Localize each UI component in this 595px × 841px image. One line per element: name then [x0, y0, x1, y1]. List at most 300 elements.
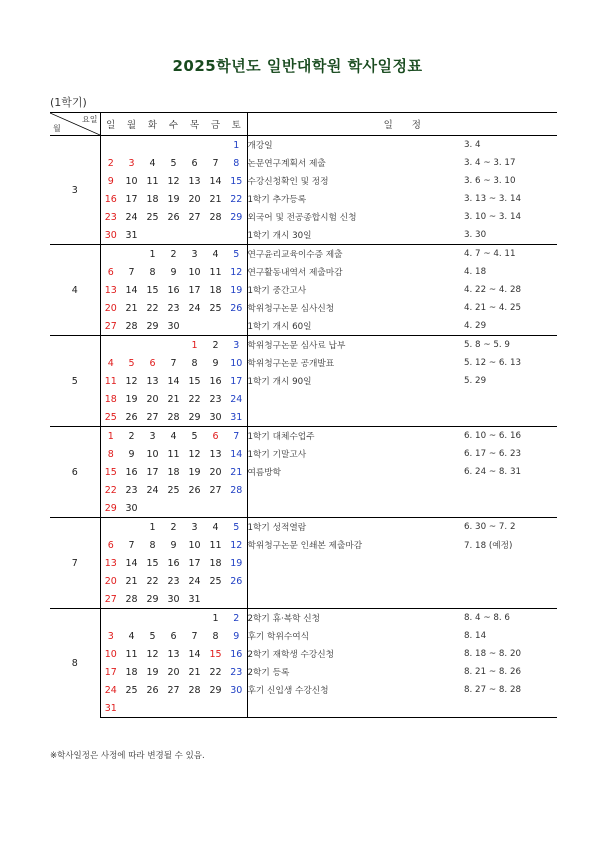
- day-cell: 9: [170, 266, 177, 278]
- event-date: 8. 21 ~ 8. 26: [464, 667, 522, 677]
- event-name: [247, 699, 464, 718]
- day-cell: 30: [226, 681, 247, 699]
- event-name: [247, 499, 464, 518]
- day-cell: [142, 336, 163, 355]
- academic-calendar-table: [50, 112, 557, 718]
- day-cell: 30: [205, 408, 226, 427]
- day-cell: 19: [226, 554, 247, 572]
- day-cell: 14: [125, 284, 138, 296]
- day-cell: 5: [128, 357, 135, 369]
- day-cell: 11: [209, 266, 222, 278]
- header-day-tue: 화: [142, 113, 163, 136]
- event-name: [247, 590, 464, 609]
- day-cell: [163, 699, 184, 718]
- event-name: [247, 408, 464, 427]
- day-cell: 5: [226, 518, 247, 537]
- day-cell: 1: [184, 336, 205, 355]
- day-cell: 27: [188, 211, 201, 223]
- day-cell: [205, 499, 226, 518]
- calendar-row: [50, 317, 557, 336]
- day-cell: 17: [146, 466, 159, 478]
- day-cell: 13: [146, 375, 159, 387]
- day-cell: 29: [142, 590, 163, 609]
- day-cell: 8: [212, 630, 219, 642]
- event-name: 2학기 재학생 수강신청: [247, 650, 335, 660]
- event-date: 3. 6 ~ 3. 10: [464, 176, 516, 186]
- day-cell: 19: [167, 193, 180, 205]
- header-day-thu: 목: [184, 113, 205, 136]
- month-cell: 5: [50, 336, 100, 427]
- day-cell: [163, 226, 184, 245]
- day-cell: [121, 699, 142, 718]
- calendar-row: [50, 372, 557, 390]
- day-cell: 8: [149, 266, 156, 278]
- day-cell: 17: [188, 284, 201, 296]
- day-cell: 12: [226, 536, 247, 554]
- calendar-row: [50, 208, 557, 226]
- event-name: 후기 신입생 수강신청: [247, 686, 329, 696]
- calendar-row: [50, 699, 557, 718]
- calendar-row: [50, 427, 557, 446]
- event-date: 7. 18 (예정): [464, 541, 513, 551]
- calendar-row: [50, 299, 557, 317]
- calendar-row: [50, 645, 557, 663]
- event-name: 후기 학위수여식: [247, 632, 310, 642]
- calendar-row: [50, 390, 557, 408]
- day-cell: 10: [188, 266, 201, 278]
- calendar-row: [50, 681, 557, 699]
- day-cell: [184, 136, 205, 155]
- day-cell: 23: [209, 393, 222, 405]
- day-cell: 23: [125, 484, 138, 496]
- day-cell: 30: [100, 226, 121, 245]
- day-cell: [121, 609, 142, 628]
- day-cell: [184, 317, 205, 336]
- day-cell: 22: [226, 190, 247, 208]
- day-cell: 20: [104, 575, 117, 587]
- day-cell: 3: [184, 245, 205, 264]
- day-cell: 24: [226, 390, 247, 408]
- day-cell: 6: [107, 266, 114, 278]
- day-cell: [121, 136, 142, 155]
- event-name: 학위청구논문 심사신청: [247, 304, 335, 314]
- day-cell: 28: [121, 590, 142, 609]
- day-cell: 16: [167, 284, 180, 296]
- day-cell: 22: [104, 484, 117, 496]
- day-cell: [142, 699, 163, 718]
- day-cell: 19: [146, 666, 159, 678]
- day-cell: 28: [163, 408, 184, 427]
- day-cell: 1: [100, 427, 121, 446]
- calendar-row: [50, 627, 557, 645]
- day-cell: 25: [167, 484, 180, 496]
- event-date: [464, 499, 557, 518]
- day-cell: [100, 136, 121, 155]
- calendar-row: [50, 354, 557, 372]
- day-cell: 9: [128, 448, 135, 460]
- header-yoil-label: 요일: [82, 115, 98, 124]
- calendar-row: [50, 499, 557, 518]
- day-cell: 27: [100, 590, 121, 609]
- day-cell: 8: [226, 154, 247, 172]
- day-cell: 16: [125, 466, 138, 478]
- day-cell: 7: [191, 630, 198, 642]
- day-cell: 28: [121, 317, 142, 336]
- day-cell: 1: [142, 518, 163, 537]
- day-cell: 23: [167, 302, 180, 314]
- event-date: 3. 4: [464, 136, 557, 155]
- day-cell: 18: [104, 393, 117, 405]
- day-cell: 30: [163, 590, 184, 609]
- day-cell: 27: [209, 484, 222, 496]
- day-cell: 29: [142, 317, 163, 336]
- day-cell: [205, 590, 226, 609]
- day-cell: 27: [142, 408, 163, 427]
- event-date: 4. 21 ~ 4. 25: [464, 303, 522, 313]
- event-date: [464, 699, 557, 718]
- day-cell: 24: [104, 684, 117, 696]
- event-date: 5. 29: [464, 376, 487, 386]
- day-cell: 4: [107, 357, 114, 369]
- event-name: 1학기 대체수업주: [247, 427, 464, 446]
- day-cell: [100, 245, 121, 264]
- day-cell: 23: [226, 663, 247, 681]
- event-name: 1학기 중간고사: [247, 286, 307, 296]
- day-cell: 3: [226, 336, 247, 355]
- event-name: 여름방학: [247, 468, 282, 478]
- event-date: 6. 10 ~ 6. 16: [464, 427, 557, 446]
- calendar-row: [50, 263, 557, 281]
- day-cell: 17: [104, 666, 117, 678]
- day-cell: 13: [104, 557, 117, 569]
- day-cell: 4: [205, 518, 226, 537]
- day-cell: [163, 336, 184, 355]
- day-cell: [163, 609, 184, 628]
- day-cell: [163, 499, 184, 518]
- day-cell: 15: [188, 375, 201, 387]
- day-cell: 13: [188, 175, 201, 187]
- day-cell: 8: [191, 357, 198, 369]
- day-cell: 12: [146, 648, 159, 660]
- day-cell: [142, 226, 163, 245]
- event-date: [464, 590, 557, 609]
- day-cell: 25: [125, 684, 138, 696]
- day-cell: 25: [209, 575, 222, 587]
- day-cell: 4: [149, 157, 156, 169]
- day-cell: 7: [212, 157, 219, 169]
- day-cell: 29: [184, 408, 205, 427]
- event-date: 8. 4 ~ 8. 6: [464, 609, 557, 628]
- calendar-row: [50, 590, 557, 609]
- day-cell: 13: [209, 448, 222, 460]
- day-cell: 18: [146, 193, 159, 205]
- day-cell: 12: [188, 448, 201, 460]
- calendar-row: [50, 154, 557, 172]
- day-cell: 25: [209, 302, 222, 314]
- event-date: 3. 10 ~ 3. 14: [464, 212, 522, 222]
- day-cell: 20: [188, 193, 201, 205]
- day-cell: 26: [188, 484, 201, 496]
- day-cell: 26: [146, 684, 159, 696]
- calendar-row: [50, 518, 557, 537]
- event-name: 1학기 개시 60일: [247, 317, 464, 336]
- day-cell: 14: [167, 375, 180, 387]
- day-cell: 16: [167, 557, 180, 569]
- header-day-wed: 수: [163, 113, 184, 136]
- day-cell: 25: [146, 211, 159, 223]
- day-cell: [205, 136, 226, 155]
- day-cell: 6: [191, 157, 198, 169]
- header-day-mon: 월: [121, 113, 142, 136]
- day-cell: 27: [167, 684, 180, 696]
- calendar-row: [50, 572, 557, 590]
- event-name: 연구윤리교육이수증 제출: [247, 245, 464, 264]
- day-cell: 13: [104, 284, 117, 296]
- day-cell: [226, 317, 247, 336]
- day-cell: [142, 499, 163, 518]
- calendar-row: [50, 408, 557, 427]
- calendar-row: [50, 190, 557, 208]
- day-cell: 5: [170, 157, 177, 169]
- event-date: 4. 29: [464, 317, 557, 336]
- day-cell: [184, 609, 205, 628]
- month-cell: 4: [50, 245, 100, 336]
- day-cell: 5: [149, 630, 156, 642]
- day-cell: 20: [104, 302, 117, 314]
- day-cell: 15: [226, 172, 247, 190]
- day-cell: 15: [146, 557, 159, 569]
- day-cell: 22: [146, 302, 159, 314]
- day-cell: 10: [146, 448, 159, 460]
- day-cell: 23: [167, 575, 180, 587]
- event-name: 연구활동내역서 제출마감: [247, 268, 343, 278]
- day-cell: [205, 317, 226, 336]
- day-cell: 3: [142, 427, 163, 446]
- day-cell: 14: [125, 557, 138, 569]
- event-name: 2학기 등록: [247, 668, 290, 678]
- event-date: 3. 4 ~ 3. 17: [464, 158, 516, 168]
- day-cell: 14: [188, 648, 201, 660]
- day-cell: 3: [128, 157, 135, 169]
- event-name: 1학기 개시 90일: [247, 377, 312, 387]
- event-date: 4. 18: [464, 267, 487, 277]
- day-cell: 17: [226, 372, 247, 390]
- day-cell: 19: [125, 393, 138, 405]
- day-cell: 17: [125, 193, 138, 205]
- event-name: 학위청구논문 인쇄본 제출마감: [247, 541, 363, 551]
- day-cell: 18: [167, 466, 180, 478]
- event-date: 6. 17 ~ 6. 23: [464, 449, 522, 459]
- day-cell: 13: [167, 648, 180, 660]
- day-cell: 16: [104, 193, 117, 205]
- day-cell: 31: [226, 408, 247, 427]
- day-cell: 7: [170, 357, 177, 369]
- day-cell: 11: [125, 648, 138, 660]
- calendar-row: [50, 336, 557, 355]
- day-cell: 21: [125, 575, 138, 587]
- day-cell: 18: [209, 557, 222, 569]
- month-cell: 7: [50, 518, 100, 609]
- day-cell: 3: [184, 518, 205, 537]
- day-cell: 15: [104, 466, 117, 478]
- day-cell: 14: [226, 445, 247, 463]
- day-cell: [100, 336, 121, 355]
- day-cell: 31: [184, 590, 205, 609]
- calendar-body: [50, 136, 557, 718]
- day-cell: 9: [212, 357, 219, 369]
- event-name: 1학기 성적열람: [247, 518, 464, 537]
- day-cell: 1: [205, 609, 226, 628]
- day-cell: 15: [209, 648, 222, 660]
- day-cell: 21: [226, 463, 247, 481]
- day-cell: 22: [209, 666, 222, 678]
- day-cell: 10: [188, 539, 201, 551]
- day-cell: 20: [209, 466, 222, 478]
- day-cell: 21: [125, 302, 138, 314]
- day-cell: [184, 499, 205, 518]
- day-cell: 2: [163, 518, 184, 537]
- day-cell: 15: [146, 284, 159, 296]
- event-date: [464, 481, 557, 499]
- day-cell: [226, 699, 247, 718]
- day-cell: 14: [209, 175, 222, 187]
- event-name: 외국어 및 전공종합시험 신청: [247, 213, 357, 223]
- day-cell: 19: [188, 466, 201, 478]
- day-cell: 29: [209, 684, 222, 696]
- day-cell: 4: [128, 630, 135, 642]
- day-cell: 24: [188, 575, 201, 587]
- day-cell: 23: [104, 211, 117, 223]
- day-cell: 12: [167, 175, 180, 187]
- day-cell: 11: [146, 175, 159, 187]
- day-cell: 2: [107, 157, 114, 169]
- day-cell: 11: [104, 375, 117, 387]
- day-cell: [142, 609, 163, 628]
- day-cell: 24: [125, 211, 138, 223]
- day-cell: 6: [107, 539, 114, 551]
- event-date: [464, 572, 557, 590]
- event-name: [247, 481, 464, 499]
- event-date: 8. 18 ~ 8. 20: [464, 649, 522, 659]
- header-day-sun: 일: [100, 113, 121, 136]
- day-cell: [163, 136, 184, 155]
- day-cell: 26: [121, 408, 142, 427]
- day-cell: 30: [163, 317, 184, 336]
- day-cell: 2: [205, 336, 226, 355]
- day-cell: 24: [188, 302, 201, 314]
- event-name: [247, 554, 464, 572]
- event-name: 1학기 기말고사: [247, 450, 307, 460]
- day-cell: 11: [167, 448, 180, 460]
- day-cell: 27: [100, 317, 121, 336]
- day-cell: 12: [226, 263, 247, 281]
- day-cell: 6: [149, 357, 156, 369]
- day-cell: [205, 226, 226, 245]
- calendar-row: [50, 554, 557, 572]
- day-cell: 28: [188, 684, 201, 696]
- day-cell: 21: [188, 666, 201, 678]
- day-cell: 26: [226, 299, 247, 317]
- day-cell: 1: [226, 136, 247, 155]
- day-cell: 10: [104, 648, 117, 660]
- day-cell: 16: [209, 375, 222, 387]
- event-date: [464, 408, 557, 427]
- calendar-row: [50, 445, 557, 463]
- day-cell: [100, 609, 121, 628]
- day-cell: 9: [107, 175, 114, 187]
- calendar-row: [50, 463, 557, 481]
- day-cell: 30: [121, 499, 142, 518]
- event-name: 1학기 추가등록: [247, 195, 307, 205]
- event-date: [464, 554, 557, 572]
- header-corner-cell: [50, 113, 100, 136]
- day-cell: 5: [184, 427, 205, 446]
- event-date: 5. 8 ~ 5. 9: [464, 336, 557, 355]
- event-name: 개강일: [247, 136, 464, 155]
- day-cell: [226, 226, 247, 245]
- day-cell: [184, 226, 205, 245]
- day-cell: 28: [226, 481, 247, 499]
- day-cell: 20: [167, 666, 180, 678]
- event-date: [464, 390, 557, 408]
- event-date: 6. 24 ~ 8. 31: [464, 467, 522, 477]
- day-cell: 22: [188, 393, 201, 405]
- semester-label: (1학기): [50, 96, 87, 109]
- footnote: ※학사일정은 사정에 따라 변경될 수 있음.: [50, 751, 205, 761]
- day-cell: 22: [146, 575, 159, 587]
- day-cell: 31: [121, 226, 142, 245]
- day-cell: [121, 336, 142, 355]
- day-cell: 31: [100, 699, 121, 718]
- day-cell: 10: [125, 175, 138, 187]
- day-cell: 9: [170, 539, 177, 551]
- day-cell: 19: [226, 281, 247, 299]
- event-name: 1학기 개시 30일: [247, 226, 464, 245]
- day-cell: 10: [226, 354, 247, 372]
- header-schedule: 일 정: [247, 113, 557, 136]
- day-cell: [205, 699, 226, 718]
- event-name: 논문연구계획서 제출: [247, 159, 326, 169]
- day-cell: 5: [226, 245, 247, 264]
- event-name: 학위청구논문 공개발표: [247, 359, 335, 369]
- day-cell: 29: [226, 208, 247, 226]
- day-cell: 2: [163, 245, 184, 264]
- day-cell: 18: [209, 284, 222, 296]
- day-cell: 4: [163, 427, 184, 446]
- day-cell: [121, 245, 142, 264]
- event-date: 8. 27 ~ 8. 28: [464, 685, 522, 695]
- calendar-row: [50, 481, 557, 499]
- day-cell: 21: [209, 193, 222, 205]
- event-date: 4. 7 ~ 4. 11: [464, 245, 557, 264]
- event-name: 수강신청확인 및 정정: [247, 177, 329, 187]
- day-cell: 29: [100, 499, 121, 518]
- day-cell: 26: [226, 572, 247, 590]
- calendar-row: [50, 245, 557, 264]
- day-cell: 18: [125, 666, 138, 678]
- page-title: 2025학년도 일반대학원 학사일정표: [172, 57, 423, 75]
- calendar-row: [50, 663, 557, 681]
- header-day-fri: 금: [205, 113, 226, 136]
- event-name: [247, 572, 464, 590]
- day-cell: 21: [167, 393, 180, 405]
- day-cell: [226, 590, 247, 609]
- day-cell: 28: [209, 211, 222, 223]
- header-row: [50, 113, 557, 136]
- day-cell: 1: [142, 245, 163, 264]
- month-cell: 3: [50, 136, 100, 245]
- day-cell: 4: [205, 245, 226, 264]
